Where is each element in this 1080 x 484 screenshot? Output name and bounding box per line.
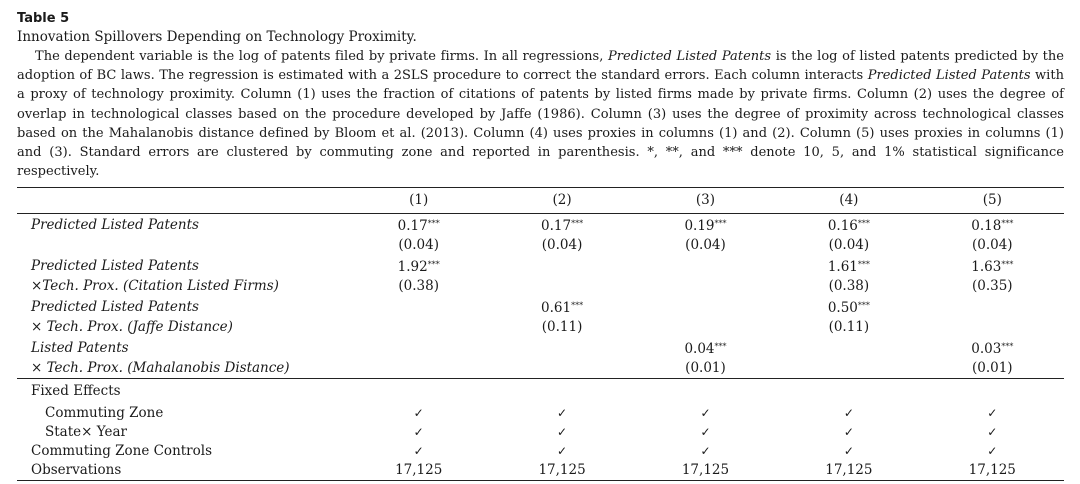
row-label: Predicted Listed Patents (31, 298, 199, 315)
se-cell: (0.35) (971, 278, 1013, 295)
coef-cell (921, 296, 1064, 318)
se-cell: (0.11) (828, 319, 870, 336)
table-row (17, 379, 1064, 405)
coef-cell: 1.63*** (971, 259, 1014, 276)
se-cell: (0.01) (971, 360, 1013, 377)
table-row (17, 296, 1064, 318)
se-cell: (0.04) (398, 237, 439, 254)
row-label: Listed Patents (31, 339, 129, 356)
check-icon: ✓ (557, 444, 568, 459)
check-icon: ✓ (843, 425, 854, 440)
table-row (17, 214, 1064, 237)
observations-cell: 17,125 (921, 461, 1064, 481)
se-cell (634, 277, 777, 296)
se-cell: (0.01) (685, 360, 726, 377)
coef-cell (490, 337, 633, 359)
row-label: × Tech. Prox. (Mahalanobis Distance) (31, 360, 290, 377)
table-row (17, 442, 1064, 461)
coef-cell: 1.92*** (397, 259, 440, 276)
check-icon: ✓ (557, 425, 568, 440)
row-label: Predicted Listed Patents (31, 257, 199, 274)
coef-cell: 0.61*** (541, 300, 584, 317)
coef-cell (347, 296, 490, 318)
se-cell: (0.04) (685, 237, 726, 254)
se-cell (490, 359, 633, 379)
check-icon: ✓ (413, 425, 424, 440)
check-icon: ✓ (987, 406, 998, 421)
coef-cell (634, 255, 777, 277)
citation-link-jaffe[interactable]: Jaffe (1986) (501, 106, 581, 122)
observations-cell: 17,125 (777, 461, 920, 481)
se-cell: (0.11) (541, 319, 583, 336)
table-row (17, 255, 1064, 277)
coef-cell: 0.50*** (827, 300, 870, 317)
coef-cell (777, 337, 920, 359)
column-header: (2) (490, 188, 633, 214)
row-label: × Tech. Prox. (Jaffe Distance) (31, 319, 233, 336)
column-header-row (17, 188, 1064, 214)
check-icon: ✓ (413, 406, 424, 421)
row-label: ×Tech. Prox. (Citation Listed Firms) (31, 278, 279, 295)
se-cell (777, 359, 920, 379)
coef-cell: 0.03*** (971, 341, 1014, 358)
table-row (17, 404, 1064, 423)
row-label: Predicted Listed Patents (17, 214, 347, 237)
check-icon: ✓ (700, 425, 711, 440)
coef-cell: 0.04*** (684, 341, 727, 358)
se-cell (634, 318, 777, 337)
table-caption: The dependent variable is the log of patents filed by private firms. In all regressions, Predicted Listed Patents is the log of listed patents predicted by the adoption of BC laws. The regression is estimated with a 2SLS procedure to correct the standard errors. Each column interacts Predicted Listed Patents with a proxy of technology proximity. Column (1) uses the fraction of citations of patents by listed firms made by private firms. Column (2) uses the degree of overlap in technological classes based on the procedure developed by Jaffe (1986). Column (3) uses the degree of proximity across technological classes based on the Mahalanobis distance defined by Bloom et al. (2013). Column (4) uses proxies in columns (1) and (2). Column (5) uses proxies in columns (1) and (3). Standard errors are clustered by commuting zone and reported in parenthesis. *, **, and *** denote 10, 5, and 1% statistical significance respectively. (17, 49, 1065, 180)
regression-table (17, 187, 1064, 481)
se-cell: (0.38) (398, 278, 439, 295)
table-row (17, 236, 1064, 255)
check-icon: ✓ (843, 406, 854, 421)
column-header: (4) (777, 188, 920, 214)
coef-cell (347, 337, 490, 359)
se-cell: (0.04) (541, 237, 583, 254)
check-icon: ✓ (987, 444, 998, 459)
se-cell (490, 277, 633, 296)
table-row (17, 337, 1064, 359)
observations-cell: 17,125 (490, 461, 633, 481)
table-row (17, 423, 1064, 442)
se-cell (347, 359, 490, 379)
se-cell: (0.04) (971, 237, 1013, 254)
fixed-effects-heading: Fixed Effects (17, 379, 347, 405)
check-icon: ✓ (557, 406, 568, 421)
column-header: (5) (921, 188, 1064, 214)
coef-cell: 0.16*** (777, 214, 920, 237)
citation-link-bloom[interactable]: Bloom et al. (2013) (334, 125, 465, 141)
check-icon: ✓ (700, 444, 711, 459)
row-label: Observations (17, 461, 347, 481)
row-label: Commuting Zone (45, 405, 164, 422)
se-cell: (0.38) (828, 278, 870, 295)
row-label: Commuting Zone Controls (31, 443, 213, 460)
coef-cell: 0.17*** (490, 214, 633, 237)
coef-cell: 0.18*** (921, 214, 1064, 237)
se-cell (921, 318, 1064, 337)
column-header: (3) (634, 188, 777, 214)
coef-cell: 0.19*** (634, 214, 777, 237)
table-row (17, 318, 1064, 337)
coef-cell (634, 296, 777, 318)
table-row (17, 359, 1064, 379)
se-cell: (0.04) (828, 237, 870, 254)
coef-cell: 0.17*** (347, 214, 490, 237)
coef-cell (490, 255, 633, 277)
check-icon: ✓ (987, 425, 998, 440)
check-icon: ✓ (413, 444, 424, 459)
table-title: Innovation Spillovers Depending on Technology Proximity. (17, 29, 417, 45)
observations-cell: 17,125 (347, 461, 490, 481)
table-label: Table 5 (17, 11, 70, 26)
check-icon: ✓ (843, 444, 854, 459)
check-icon: ✓ (700, 406, 711, 421)
se-cell (347, 318, 490, 337)
observations-cell: 17,125 (634, 461, 777, 481)
column-header: (1) (347, 188, 490, 214)
table-row (17, 277, 1064, 296)
coef-cell: 1.61*** (827, 259, 870, 276)
row-label: State× Year (45, 424, 127, 441)
table-row (17, 461, 1064, 481)
